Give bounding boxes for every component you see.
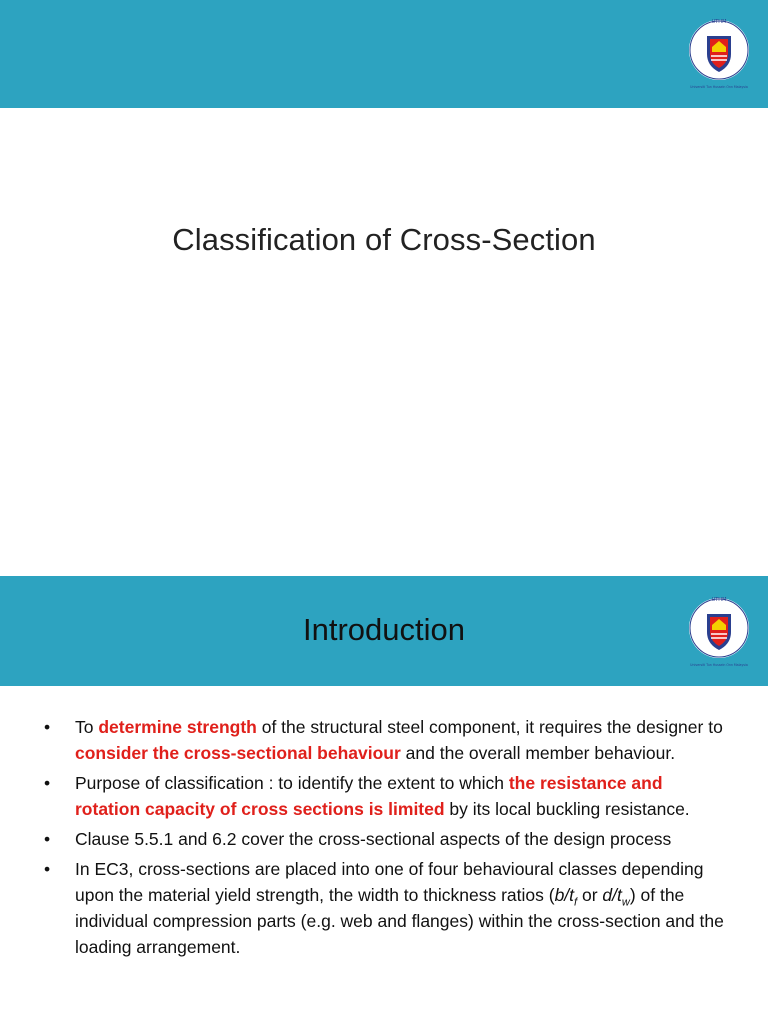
highlight-text: consider the cross-sectional behaviour (75, 743, 401, 763)
slide-title: Introduction (303, 612, 465, 647)
header-banner (0, 0, 768, 108)
bullet-item-strength (44, 714, 724, 766)
university-logo-icon (686, 590, 752, 674)
ratio-text: d/t (602, 885, 622, 905)
logo-acronym: UTHM (711, 597, 727, 603)
ratio-subscript: f (574, 896, 578, 909)
bullet-marker: • (44, 717, 51, 737)
ratio-subscript: w (621, 896, 630, 909)
logo-text: Universiti Tun Hussein Onn Malaysia (690, 85, 748, 89)
slide-title: Classification of Cross-Section (172, 222, 596, 257)
bullet-text: or (577, 885, 603, 905)
bullet-text: and the overall member behaviour. (400, 743, 676, 763)
bullet-text: Purpose of classification : to identify the extent to which (75, 773, 509, 793)
logo-acronym: UTHM (711, 19, 727, 25)
header-banner (0, 576, 768, 686)
bullet-item-clause (44, 826, 724, 852)
bullet-marker: • (44, 829, 51, 849)
bullet-text: ) of the individual compression parts (e.g. web and flanges) within the cross-section and the loading arrangement. (75, 885, 724, 957)
bullet-item-purpose (44, 770, 724, 822)
bullet-marker: • (44, 859, 51, 879)
highlight-text: determine strength (98, 717, 257, 737)
bullet-text: of the structural steel component, it requires the designer to (256, 717, 723, 737)
ratio-text: b/t (554, 885, 575, 905)
bullet-item-ec3 (44, 856, 724, 960)
bullet-text: In EC3, cross-sections are placed into one of four behavioural classes depending upon the material yield strength, the width to thickness ratios ( (75, 859, 704, 905)
university-logo-icon (686, 12, 752, 96)
highlight-text: the resistance and rotation capacity of cross sections is limited (75, 773, 663, 819)
bullet-text: by its local buckling resistance. (444, 799, 690, 819)
bullet-text: To (75, 717, 99, 737)
bullet-list (44, 714, 724, 964)
bullet-text: Clause 5.5.1 and 6.2 cover the cross-sectional aspects of the design process (75, 829, 672, 849)
introduction-slide (0, 576, 768, 1024)
logo-text: Universiti Tun Hussein Onn Malaysia (690, 663, 748, 667)
bullet-marker: • (44, 773, 51, 793)
